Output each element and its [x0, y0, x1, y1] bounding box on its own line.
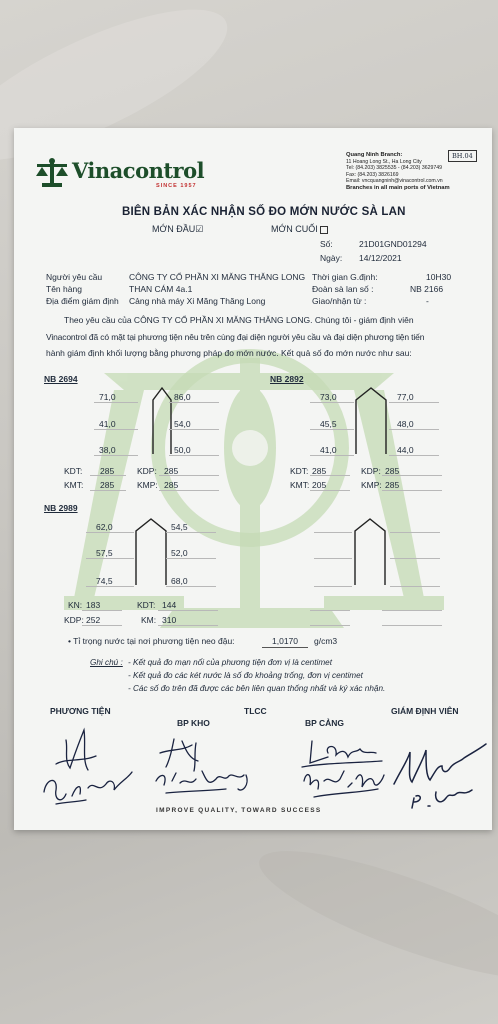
draft-value: 54,5 — [171, 522, 188, 532]
place-label: Địa điểm giám định — [46, 296, 119, 306]
divider — [166, 586, 216, 587]
kdt-label: KDT: — [137, 600, 156, 610]
doc-date-value: 14/12/2021 — [359, 253, 402, 263]
divider — [314, 586, 352, 587]
divider — [310, 625, 350, 626]
draft-value: 54,0 — [174, 419, 191, 429]
density-label: • Tỉ trọng nước tại nơi phương tiện neo đậu: — [68, 636, 235, 646]
kdp-value: 285 — [385, 466, 400, 476]
intro-line: Theo yêu cầu của CÔNG TY CỔ PHẦN XI MĂNG THĂNG LONG. Chúng tôi - giám định viên — [64, 315, 414, 325]
signer-surveyor: GIÁM ĐỊNH VIÊN — [391, 706, 459, 716]
km-value: 310 — [162, 615, 177, 625]
intro-line: hành giám định khối lượng bằng phương pháp đo mớn nước. Kết quả số đo mớn nước như sau: — [46, 348, 412, 358]
kn-label: KN: — [68, 600, 83, 610]
kdp-value: 285 — [164, 466, 179, 476]
divider — [389, 429, 439, 430]
km-label: KM: — [141, 615, 157, 625]
branch-tel: Tel: (84.203) 3825535 - (84.203) 3629749 — [346, 165, 443, 171]
requester-label: Người yêu cầu — [46, 272, 103, 282]
divider — [166, 558, 216, 559]
surveyor-signature — [388, 732, 488, 812]
requester-value: CÔNG TY CỔ PHẦN XI MĂNG THĂNG LONG — [129, 272, 306, 282]
kdt-label: KDT: — [290, 466, 309, 476]
divider — [86, 558, 134, 559]
branch-email: Email: vncquangninh@vinacontrol.com.vn — [346, 178, 443, 184]
notes-title: Ghi chú : — [90, 658, 123, 667]
kmt-label: KMT: — [64, 480, 84, 490]
note-item: - Các số đo trên đã được các bên liên quan thống nhất và ký xác nhận. — [128, 684, 386, 693]
doc-no-value: 21D01GND01294 — [359, 239, 427, 249]
barge-title: NB 2694 — [44, 374, 78, 384]
kmt-value: 205 — [312, 480, 327, 490]
draft-start-checkbox — [152, 224, 203, 235]
draft-value: 62,0 — [96, 522, 113, 532]
company-slogan: IMPROVE QUALITY, TOWARD SUCCESS — [156, 807, 322, 814]
kmt-value: 285 — [100, 480, 115, 490]
delivery-label: Giao/nhận từ : — [312, 296, 367, 306]
signer-vessel: PHƯƠNG TIỆN — [50, 706, 111, 716]
kmt-label: KMT: — [290, 480, 310, 490]
divider — [166, 532, 216, 533]
document-title: BIÊN BẢN XÁC NHẬN SỐ ĐO MỚN NƯỚC SÀ LAN — [122, 206, 406, 218]
time-label: Thời gian G.định: — [312, 272, 378, 282]
kdt-value: 144 — [162, 600, 177, 610]
intro-line: Vinacontrol đã có mặt tại phương tiện nêu trên cùng đại diện người yêu cầu và đại diện phương tiện tiến — [46, 332, 425, 342]
draft-value: 45,5 — [320, 419, 337, 429]
kdp-label: KDP: — [361, 466, 381, 476]
kdp-label: KDP: — [64, 615, 84, 625]
draft-value: 50,0 — [174, 445, 191, 455]
divider — [169, 455, 219, 456]
draft-value: 68,0 — [171, 576, 188, 586]
kdp-value: 252 — [86, 615, 101, 625]
barge-label: Đoàn sà lan số : — [312, 284, 374, 294]
divider — [389, 455, 439, 456]
marble-vein — [248, 827, 498, 1002]
divider — [158, 610, 218, 611]
divider — [159, 490, 219, 491]
draft-value: 48,0 — [397, 419, 414, 429]
draft-value: 57,5 — [96, 548, 113, 558]
unchecked-box-icon — [320, 226, 328, 234]
density-value: 1,0170 — [272, 636, 298, 646]
divider — [262, 647, 308, 648]
divider — [310, 455, 354, 456]
branch-fax: Fax: (84.203) 3826169 — [346, 171, 399, 178]
divider — [390, 586, 440, 587]
divider — [94, 402, 138, 403]
divider — [158, 625, 218, 626]
draft-value: 41,0 — [320, 445, 337, 455]
signer-warehouse: BP KHO — [177, 718, 210, 728]
divider — [310, 429, 354, 430]
divider — [382, 475, 442, 476]
divider — [382, 625, 442, 626]
kn-value: 183 — [86, 600, 101, 610]
draft-start-label: MỚN ĐẦU — [152, 224, 196, 234]
form-code: BH.04 — [448, 150, 477, 162]
barge-hull-icon — [134, 517, 168, 587]
branch-address: 11 Hoang Long St., Ha Long City — [346, 158, 422, 165]
draft-value: 74,5 — [96, 576, 113, 586]
divider — [390, 558, 440, 559]
divider — [310, 475, 350, 476]
divider — [90, 475, 126, 476]
warehouse-signature — [146, 731, 256, 801]
draft-end-label: MỚN CUỐI — [271, 224, 318, 234]
kmp-label: KMP: — [361, 480, 382, 490]
doc-no-label: Số: — [320, 239, 333, 249]
draft-value: 38,0 — [99, 445, 116, 455]
divider — [314, 532, 352, 533]
barge-hull-icon — [353, 517, 387, 587]
checked-icon: ☑ — [195, 224, 204, 234]
kdt-value: 285 — [100, 466, 115, 476]
divider — [86, 586, 134, 587]
vessel-signature — [36, 720, 136, 810]
place-value: Cảng nhà máy Xi Măng Thăng Long — [129, 296, 266, 306]
draft-value: 44,0 — [397, 445, 414, 455]
divider — [86, 532, 134, 533]
kdp-label: KDP: — [137, 466, 157, 476]
kmp-value: 285 — [385, 480, 400, 490]
draft-value: 41,0 — [99, 419, 116, 429]
divider — [382, 610, 442, 611]
doc-date-label: Ngày: — [320, 253, 343, 263]
kdt-value: 285 — [312, 466, 327, 476]
document-sheet — [14, 128, 492, 830]
divider — [82, 610, 122, 611]
goods-label: Tên hàng — [46, 284, 82, 294]
branch-note: Branches in all main ports of Vietnam — [346, 184, 450, 191]
draft-value: 52,0 — [171, 548, 188, 558]
company-logo-text: Vinacontrol — [72, 158, 205, 183]
company-since: SINCE 1957 — [156, 183, 197, 189]
note-item: - Kết quả đo các két nước là số đo khoảng trống, đơn vị centimet — [128, 671, 363, 680]
goods-value: THAN CÁM 4a.1 — [129, 284, 193, 294]
divider — [94, 429, 138, 430]
barge-value: NB 2166 — [410, 284, 444, 294]
divider — [390, 532, 440, 533]
note-item: - Kết quả đo mạn nổi của phương tiện đơn vị là centimet — [128, 658, 332, 667]
signer-port: BP CẢNG — [305, 718, 345, 728]
branch-name: Quang Ninh Branch: — [346, 152, 403, 158]
divider — [82, 625, 122, 626]
divider — [310, 490, 350, 491]
draft-end-checkbox — [271, 224, 328, 234]
kdt-label: KDT: — [64, 466, 83, 476]
barge-hull-icon — [354, 386, 388, 456]
divider — [389, 402, 439, 403]
divider — [159, 475, 219, 476]
divider — [90, 490, 126, 491]
draft-value: 71,0 — [99, 392, 116, 402]
time-value: 10H30 — [426, 272, 452, 282]
draft-value: 86,0 — [174, 392, 191, 402]
draft-value: 73,0 — [320, 392, 337, 402]
divider — [314, 558, 352, 559]
divider — [310, 402, 354, 403]
branch-info — [346, 152, 450, 191]
barge-hull-icon — [151, 386, 173, 456]
barge-title: NB 2989 — [44, 503, 78, 513]
density-unit: g/cm3 — [314, 636, 338, 646]
divider — [310, 610, 350, 611]
vinacontrol-scale-icon — [34, 156, 70, 188]
divider — [169, 402, 219, 403]
divider — [169, 429, 219, 430]
signer-tlcc: TLCC — [244, 706, 267, 716]
barge-title: NB 2892 — [270, 374, 304, 384]
port-signature — [294, 731, 394, 811]
kmp-label: KMP: — [137, 480, 158, 490]
draft-value: 77,0 — [397, 392, 414, 402]
divider — [382, 490, 442, 491]
kmp-value: 285 — [164, 480, 179, 490]
delivery-value: - — [426, 296, 429, 306]
divider — [94, 455, 138, 456]
